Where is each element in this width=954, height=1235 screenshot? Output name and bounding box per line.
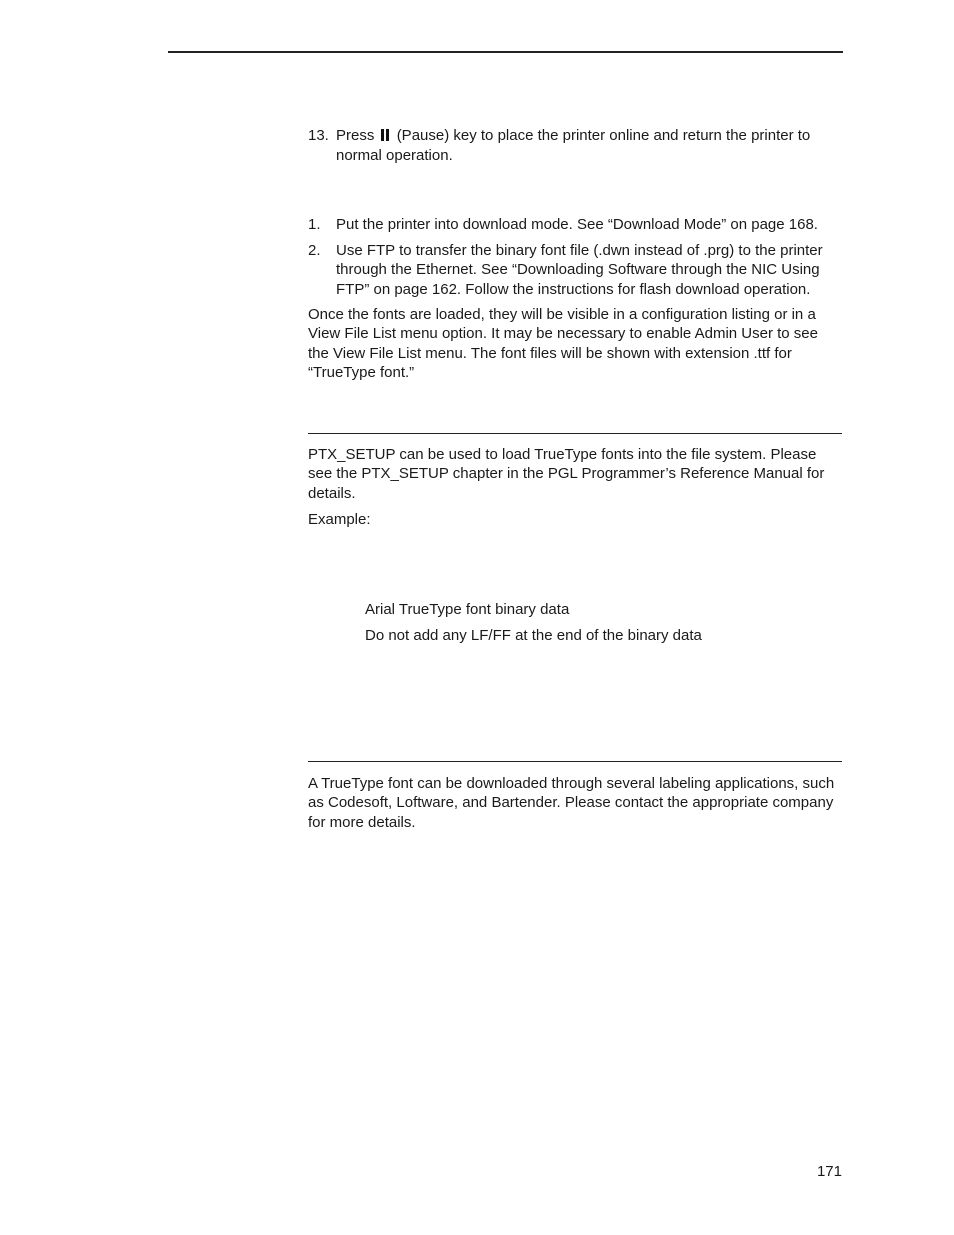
example-line: Arial TrueType font binary data (365, 601, 570, 618)
header-rule (168, 51, 843, 53)
paragraph-fonts-loaded: Once the fonts are loaded, they will be visible in a configuration listing or in a View File List menu option. It may be necessary to enable Admin User to see the View File List menu. The font files will be shown with extension .ttf for “TrueType font.” (308, 306, 818, 381)
page-number: 171 (816, 1163, 842, 1180)
step-text-after: (Pause) key to place the printer online and return the printer to normal operation. (336, 127, 811, 165)
step-number: 1. (308, 216, 321, 233)
paragraph-labeling-apps: A TrueType font can be downloaded through several labeling applications, such as Codesoft, Loftware, and Bartender. Please contact the appropriate company for more details. (308, 775, 835, 831)
section-rule (308, 433, 842, 434)
pause-icon (381, 127, 391, 146)
example-line: Do not add any LF/FF at the end of the binary data (365, 627, 702, 644)
step-13 (308, 126, 842, 166)
example-label: Example: (308, 511, 371, 528)
step-text-before: Press (336, 127, 375, 144)
paragraph-ptx-setup: PTX_SETUP can be used to load TrueType fonts into the file system. Please see the PTX_SETUP chapter in the PGL Programmer’s Reference Manual for details. (308, 446, 825, 502)
step-number: 13. (308, 127, 329, 144)
step-number: 2. (308, 242, 321, 259)
step-text: Put the printer into download mode. See “Download Mode” on page 168. (336, 216, 818, 233)
step-text: Use FTP to transfer the binary font file (.dwn instead of .prg) to the printer through the Ethernet. See “Downloading Software through the NIC Using FTP” on page 162. Follow the instructions for flash download operation. (336, 242, 823, 298)
step-2 (308, 241, 842, 299)
section-rule (308, 761, 842, 762)
step-1 (308, 215, 842, 234)
